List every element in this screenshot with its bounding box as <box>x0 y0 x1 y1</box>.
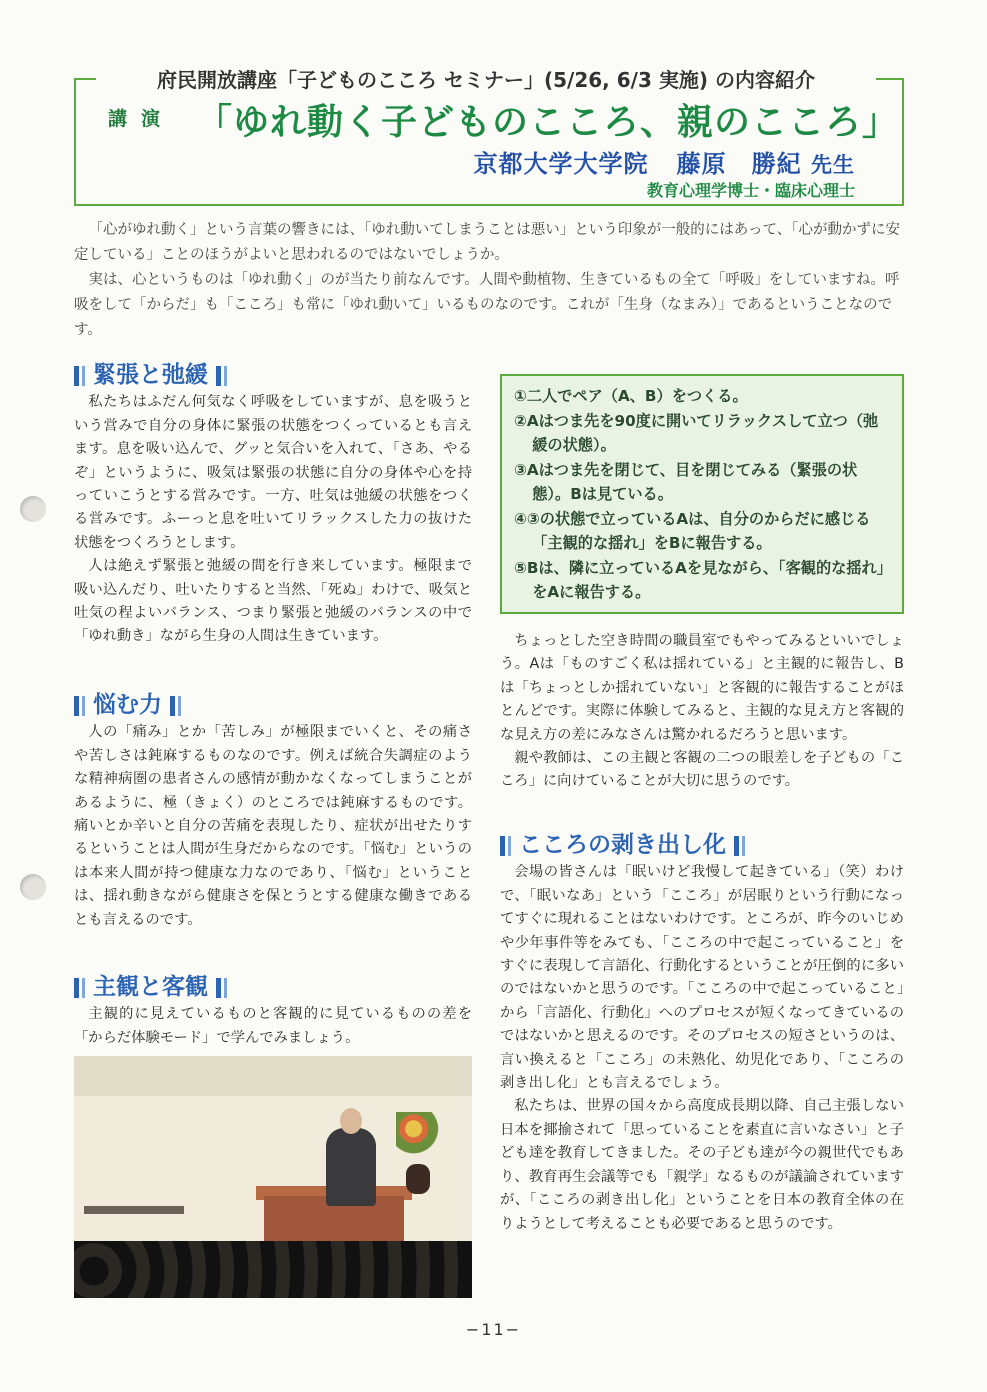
body-paragraph: 主観的に見えているものと客観的に見ているものの差を「からだ体験モード」で学んでみましょう。 <box>74 1006 472 1046</box>
heading-bar-icon <box>82 978 85 998</box>
heading-bar-icon <box>508 836 511 856</box>
vase <box>406 1164 430 1194</box>
lecture-photo <box>74 1056 472 1298</box>
speaker-name: 藤原 勝紀 <box>676 150 802 178</box>
lecture-label: 講演 <box>108 108 175 130</box>
heading-bar-icon <box>74 978 79 998</box>
heading-bar-icon <box>500 836 505 856</box>
heading-bar-icon <box>74 366 79 386</box>
body-paragraph: 私たちは、世界の国々から高度成長期以降、自己主張しない日本を揶揄されて「思っていることを素直に言いなさい」と子ども達を教育してきました。その子ども達が今の親世代でもあり、教育再生会議等でも「親学」なるものが議論されていますが、「こころの剥き出し化」ということを日本の教育全体の在りようとして考えることも必要であると思うのです。 <box>500 1098 904 1232</box>
body-paragraph: 人の「痛み」とか「苦しみ」が極限までいくと、その痛さや苦しさは鈍麻するものなのです。例えば統合失調症のような精神病圏の患者さんの感情が動かなくなってしまうことがあるように、極（きょく）のところでは鈍麻するものです。痛いとか辛いと自分の苦痛を表現したり、症状が出せたりするということは人間が生身だからなのです。「悩む」というのは本来人間が持つ健康な力なのであり、「悩む」ということは、揺れ動きながら健康さを保とうとする健康な働きであるとも言えるのです。 <box>74 724 472 928</box>
flower-arrangement <box>396 1112 440 1168</box>
heading-bar-icon <box>82 366 85 386</box>
page-number: −11− <box>465 1320 522 1339</box>
heading-bar-icon <box>224 366 227 386</box>
speaker-credentials: 教育心理学博士・臨床心理士 <box>646 181 855 200</box>
section-subjective <box>74 976 472 1050</box>
exercise-item: ②Aはつま先を90度に開いてリラックスして立つ（弛緩の状態）。 <box>514 411 879 454</box>
heading-bar-icon <box>216 978 221 998</box>
speaker-affiliation: 京都大学大学院 <box>473 150 649 178</box>
event-title: 府民開放講座「子どものこころ セミナー」(5/26, 6/3 実施) の内容紹介 <box>96 62 876 95</box>
audience <box>74 1241 472 1298</box>
body-paragraph: ちょっとした空き時間の職員室でもやってみるといいでしょう。Aは「ものすごく私は揺れている」と主観的に報告し、Bは「ちょっとしか揺れていない」と客観的に報告することがほとんどです。実際に体験してみると、主観的な見え方と客観的な見え方の差にみなさんは驚かれるだろうと思います。 <box>500 633 904 743</box>
heading-text: 主観と客観 <box>93 974 208 1000</box>
intro-paragraph: 「心がゆれ動く」という言葉の響きには、「ゆれ動いてしまうことは悪い」という印象が一般的にはあって、「心が動かずに安定している」ことのほうがよいと思われるのではないでしょうか。 <box>74 222 901 263</box>
punch-hole <box>20 874 46 900</box>
heading-text: 悩む力 <box>93 692 162 718</box>
section-tension <box>74 364 472 649</box>
exercise-item: ④③の状態で立っているAは、自分のからだに感じる「主観的な揺れ」をBに報告する。 <box>514 509 871 552</box>
speaker-suffix: 先生 <box>811 153 855 177</box>
heading-bar-icon <box>74 696 79 716</box>
heading-text: 緊張と弛緩 <box>93 362 208 388</box>
heading-bar-icon <box>82 696 85 716</box>
intro-text <box>74 218 904 343</box>
heading-bar-icon <box>170 696 175 716</box>
lecture-title: 「ゆれ動く子どものこころ、親のこころ」 <box>196 102 900 143</box>
section-suffering <box>74 694 472 932</box>
intro-paragraph: 実は、心というものは「ゆれ動く」のが当たり前なんです。人間や動植物、生きているもの全て「呼吸」をしていますね。呼吸をして「からだ」も「こころ」も常に「ゆれ動いて」いるものなのです。これが「生身（なまみ）」であるということなのです。 <box>74 272 900 338</box>
speaker <box>474 144 855 179</box>
heading-bar-icon <box>742 836 745 856</box>
speaker-figure <box>326 1128 376 1206</box>
exercise-item: ①二人でペア（A、B）をつくる。 <box>514 387 748 405</box>
exercise-item: ⑤Bは、隣に立っているAを見ながら、「客観的な揺れ」をAに報告する。 <box>514 558 885 601</box>
heading-text: こころの剥き出し化 <box>519 832 726 858</box>
stage-wall <box>74 1056 472 1096</box>
heading-bar-icon <box>178 696 181 716</box>
body-paragraph: 人は絶えず緊張と弛緩の間を行き来しています。極限まで吸い込んだり、吐いたりすると当然、「死ぬ」わけで、吸気と吐気の程よいバランス、つまり緊張と弛緩のバランスの中で「ゆれ動き」ながら生身の人間は生きています。 <box>74 558 472 645</box>
exercise-item: ③Aはつま先を閉じて、目を閉じてみる（緊張の状態）。Bは見ている。 <box>514 460 858 503</box>
section-heading <box>500 834 904 857</box>
heading-bar-icon <box>216 366 221 386</box>
section-heading <box>74 694 472 717</box>
section-exposure <box>500 834 904 1236</box>
punch-hole <box>20 496 46 522</box>
body-paragraph: 私たちはふだん何気なく呼吸をしていますが、息を吸うという営みで自分の身体に緊張の状態をつくっているとも言えます。息を吸い込んで、グッと気合いを入れて、「さあ、やるぞ」というように、吸気は緊張の状態に自分の身体や心を持っていこうとする営みです。一方、吐気は弛緩の状態をつくる営みです。ふーっと息を吐いてリラックスした力の抜けた状態をつくろうとします。 <box>74 394 472 551</box>
speaker-head <box>340 1108 362 1134</box>
body-paragraph: 会場の皆さんは「眠いけど我慢して起きている」（笑）わけで、「眠いなあ」という「こころ」が居眠りという行動になってすぐに現れることはないわけです。ところが、昨今のいじめや少年事件等をみても、「こころの中で起こっていること」をすぐに表現して言語化、行動化するということが圧倒的に多いのではないかと思うのです。「こころの中で起こっていること」から「言語化、行動化」へのプロセスが短くなってきているのではないかと思えるのです。そのプロセスの短さというのは、言い換えると「こころ」の未熟化、幼児化であり、「こころの剥き出し化」とも言えるでしょう。 <box>500 864 904 1092</box>
side-table <box>84 1206 184 1214</box>
heading-bar-icon <box>224 978 227 998</box>
right-text <box>500 630 904 794</box>
heading-bar-icon <box>734 836 739 856</box>
exercise-box <box>500 374 904 614</box>
section-heading <box>74 364 472 387</box>
body-paragraph: 親や教師は、この主観と客観の二つの眼差しを子どもの「こころ」に向けていることが大切に思うのです。 <box>500 750 904 790</box>
section-heading <box>74 976 472 999</box>
